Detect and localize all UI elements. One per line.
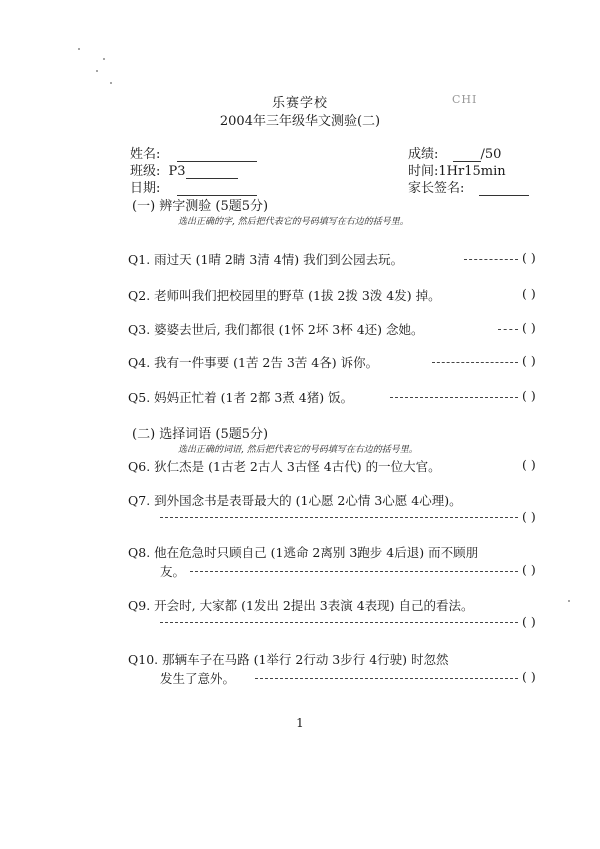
scan-speck [96, 70, 98, 72]
answer-box-9[interactable]: ( ) [522, 614, 536, 629]
scan-speck [110, 82, 112, 84]
answer-box-4[interactable]: ( ) [522, 353, 536, 368]
time-label: 时间: [408, 164, 439, 179]
leader-dashes [160, 622, 518, 623]
scan-speck [568, 600, 570, 602]
answer-box-10[interactable]: ( ) [522, 669, 536, 684]
question-7: Q7. 到外国念书是表哥最大的 (1心愿 2心情 3心愿 4心理)。 [128, 493, 462, 508]
score-label: 成绩: [408, 147, 439, 162]
class-label: 班级: [130, 164, 161, 179]
question-6: Q6. 狄仁杰是 (1古老 2古人 3古怪 4古代) 的一位大官。 [128, 459, 441, 474]
answer-box-2[interactable]: ( ) [522, 286, 536, 301]
date-label: 日期: [130, 181, 161, 196]
answer-box-7[interactable]: ( ) [522, 509, 536, 524]
answer-box-8[interactable]: ( ) [522, 562, 536, 577]
parent-signature-blank[interactable] [479, 183, 529, 196]
question-8-continued: 友。 [160, 564, 186, 579]
section2-instruction: 选出正确的词语, 然后把代表它的号码填写在右边的括号里。 [178, 445, 418, 455]
parent-signature-label: 家长签名: [408, 181, 465, 196]
question-3: Q3. 婆婆去世后, 我们都很 (1怀 2坏 3杯 4还) 念她。 [128, 322, 424, 337]
question-9: Q9. 开会时, 大家都 (1发出 2提出 3表演 4表现) 自己的看法。 [128, 598, 474, 613]
parent-signature-row [408, 177, 529, 196]
section2-title: (二) 选择词语 (5题5分) [132, 427, 269, 442]
answer-box-1[interactable]: ( ) [522, 250, 536, 265]
question-10: Q10. 那辆车子在马路 (1举行 2行动 3步行 4行驶) 时忽然 [128, 652, 449, 667]
leader-dashes [390, 397, 518, 398]
leader-dashes [498, 329, 518, 330]
leader-dashes [255, 678, 518, 679]
score-total: /50 [480, 147, 502, 162]
question-2: Q2. 老师叫我们把校园里的野草 (1拔 2拨 3泼 4发) 掉。 [128, 288, 441, 303]
answer-box-6[interactable]: ( ) [522, 457, 536, 472]
date-row [130, 177, 257, 196]
question-8: Q8. 他在危急时只顾自己 (1逃命 2离别 3跑步 4后退) 而不顾朋 [128, 545, 479, 560]
leader-dashes [464, 259, 518, 260]
school-name: 乐赛学校 [271, 96, 328, 111]
question-4: Q4. 我有一件事要 (1苦 2告 3苦 4各) 诉你。 [128, 355, 379, 370]
name-label: 姓名: [130, 147, 161, 162]
scan-speck [78, 48, 80, 50]
section1-title: (一) 辨字测验 (5题5分) [132, 199, 269, 214]
question-10-continued: 发生了意外。 [160, 671, 236, 686]
question-1: Q1. 雨过天 (1晴 2睛 3清 4情) 我们到公园去玩。 [128, 252, 404, 267]
leader-dashes [160, 517, 518, 518]
time-value: 1Hr15min [438, 164, 506, 179]
question-5: Q5. 妈妈正忙着 (1者 2都 3煮 4猪) 饭。 [128, 390, 354, 405]
answer-box-5[interactable]: ( ) [522, 388, 536, 403]
exam-title: 2004年三年级华文测验(二) [219, 114, 381, 129]
scan-speck [103, 58, 105, 60]
section1-instruction: 选出正确的字, 然后把代表它的号码填写在右边的括号里。 [178, 217, 409, 227]
class-value: P3 [168, 164, 186, 179]
leader-dashes [190, 571, 518, 572]
page-number: 1 [296, 716, 304, 730]
answer-box-3[interactable]: ( ) [522, 320, 536, 335]
leader-dashes [432, 362, 518, 363]
handwritten-stamp: CHI [452, 93, 478, 106]
